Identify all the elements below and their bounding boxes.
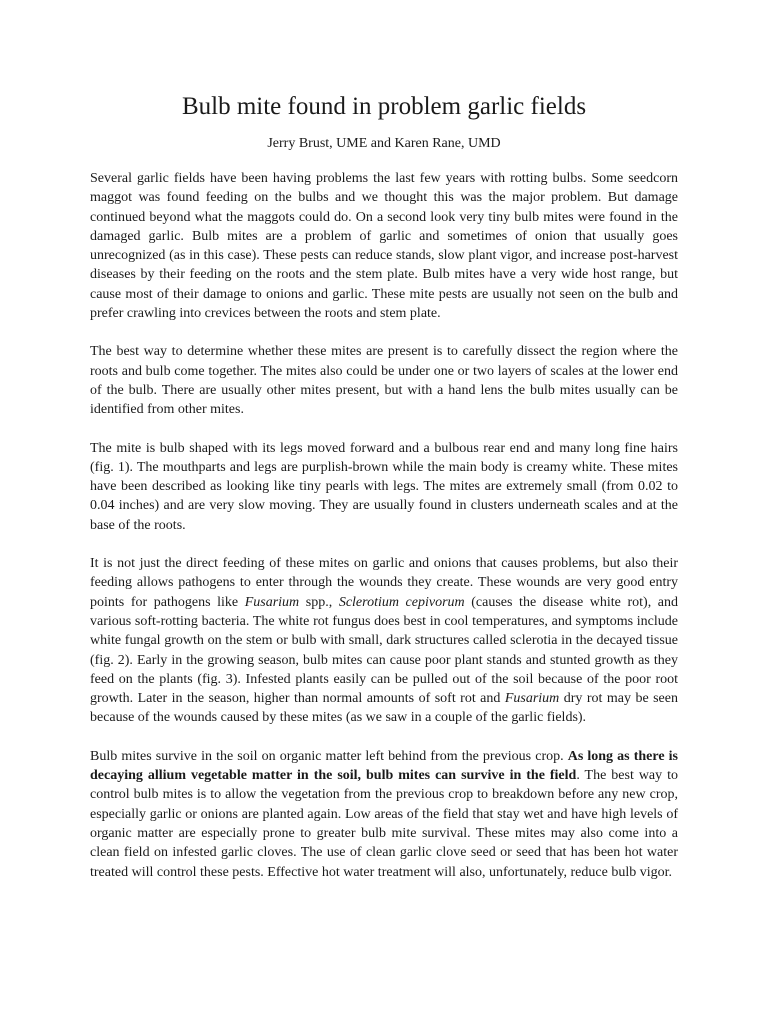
body-paragraph xyxy=(90,439,678,535)
paragraph-text: Several garlic fields have been having problems the last few years with rotting bulbs. Some seedcorn maggot was found feeding on the bulbs and we thought this was the major problem. But damage continued beyond what the maggots could do. On a second look very tiny bulb mites were found in the damaged garlic. Bulb mites are a problem of garlic and sometimes of onion that usually goes unrecognized (as in this case). These pests can reduce stands, slow plant vigor, and increase post-harvest diseases by their feeding on the roots and the stem plate. Bulb mites have a very wide host range, but cause most of their damage to onions and garlic. These mite pests are usually not seen on the bulb and prefer crawling into crevices between the roots and stem plate. xyxy=(90,171,678,322)
body-paragraph xyxy=(90,342,678,419)
paragraph-text: spp., xyxy=(299,594,339,610)
paragraph-text: The mite is bulb shaped with its legs moved forward and a bulbous rear end and many long fine hairs (fig. 1). The mouthparts and legs are purplish-brown while the main body is creamy white. These mites have been described as looking like tiny pearls with legs. The mites are extremely small (from 0.02 to 0.04 inches) and are very slow moving. They are usually found in clusters underneath scales and at the base of the roots. xyxy=(90,440,678,533)
paragraph-text: (causes the disease white rot), and various soft-rotting bacteria. The white rot fungus does best in cool temperatures, and symptoms include white fungal growth on the stem or bulb with small, dark structures called sclerotia in the decayed tissue (fig. 2). Early in the growing season, bulb mites can cause poor plant stands and stunted growth as they feed on the plants (fig. 3). Infested plants easily can be pulled out of the soil because of the poor root growth. Later in the season, higher than normal amounts of soft rot and xyxy=(90,594,679,707)
italic-text: Fusarium xyxy=(504,691,560,707)
italic-text: Sclerotium cepivorum xyxy=(338,594,465,610)
paragraph-text: Bulb mites survive in the soil on organic matter left behind from the previous crop. xyxy=(90,748,568,764)
document-authors: Jerry Brust, UME and Karen Rane, UMD xyxy=(267,136,501,151)
paragraph-text: It is not just the direct feeding of these mites on garlic and onions that causes problems, but also their feeding allows pathogens to enter through the wounds they create. These wounds are very good entry points for pathogens like xyxy=(90,556,678,610)
italic-text: Fusarium xyxy=(244,594,300,610)
paragraph-text: The best way to determine whether these mites are present is to carefully dissect the region where the roots and bulb come together. The mites also could be under one or two layers of scales at the lower end of the bulb. There are usually other mites present, but with a hand lens the bulb mites usually can be identified from other mites. xyxy=(90,344,678,418)
paragraph-text: . The best way to control bulb mites is to allow the vegetation from the previous crop to breakdown before any new crop, especially garlic or onions are planted again. Low areas of the field that stay wet and have high levels of organic matter are especially prone to greater bulb mite survival. These mites may also come into a clean field on infested garlic cloves. The use of clean garlic clove seed or seed that has been hot water treated will control these pests. Effective hot water treatment will also, unfortunately, reduce bulb vigor. xyxy=(90,768,678,880)
document-title: Bulb mite found in problem garlic fields xyxy=(181,93,587,120)
body-paragraph xyxy=(90,554,678,728)
body-paragraph xyxy=(90,747,678,882)
paragraph-text: dry rot may be seen because of the wounds caused by these mites (as we saw in a couple of the garlic fields). xyxy=(90,691,678,726)
document-page xyxy=(90,88,678,901)
bold-text: As long as there is decaying allium vegetable matter in the soil, bulb mites can survive in the field xyxy=(90,748,678,784)
body-paragraph xyxy=(90,169,678,323)
document-body xyxy=(90,169,678,882)
